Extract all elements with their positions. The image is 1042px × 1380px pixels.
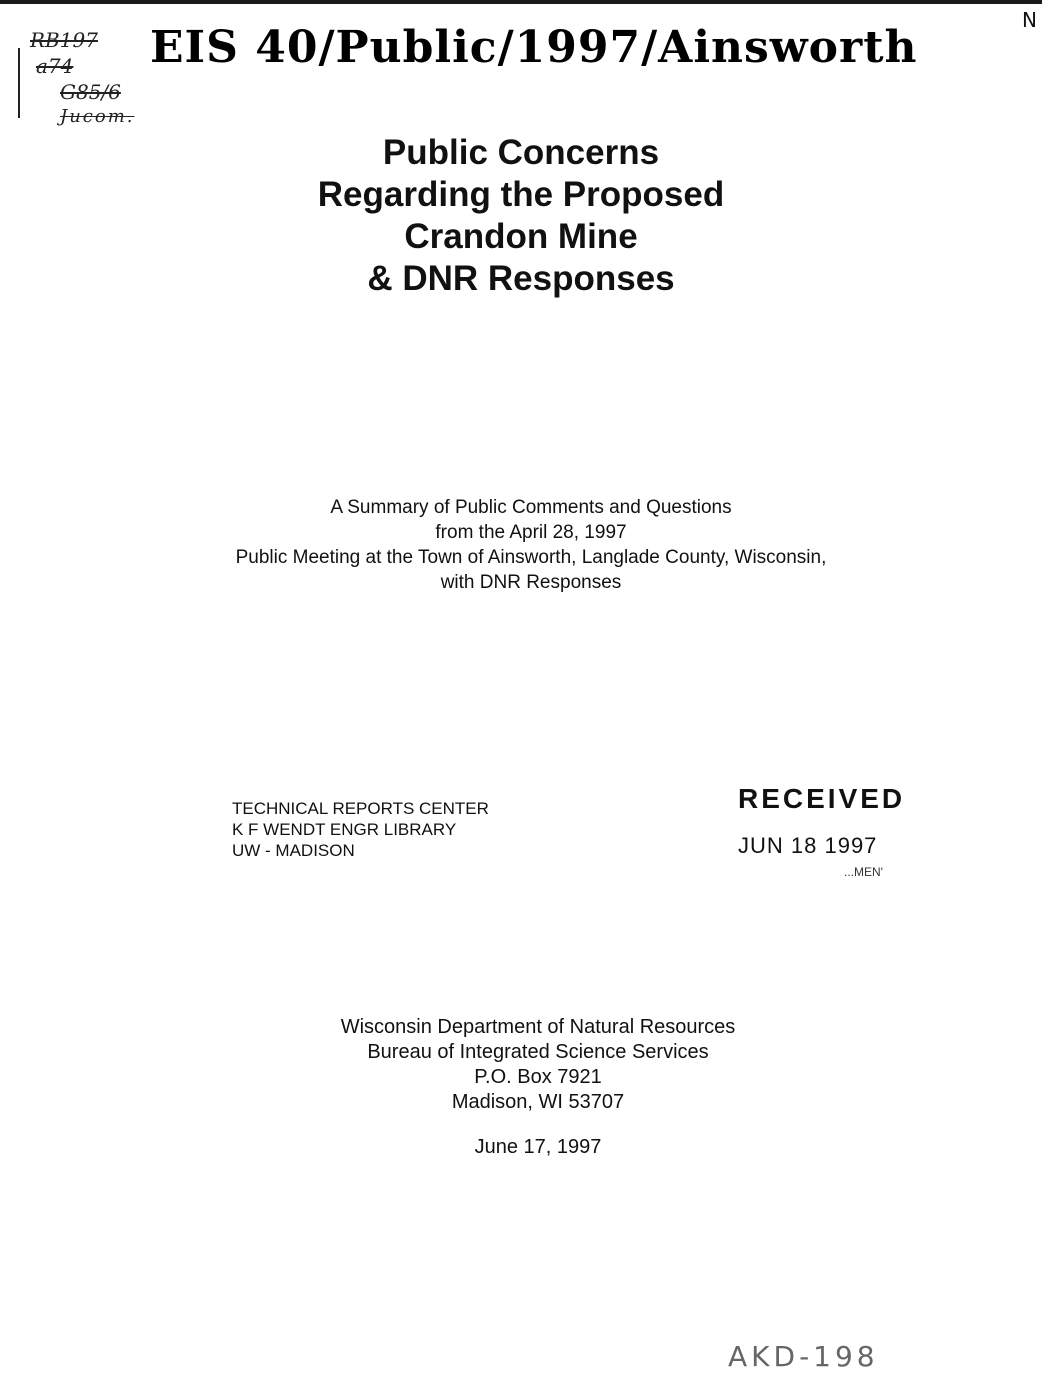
summary-line: with DNR Responses (440, 572, 622, 593)
library-stamp-line: UW - MADISON (232, 841, 355, 860)
margin-mark (18, 48, 20, 118)
title-line: Regarding the Proposed (317, 175, 725, 214)
struck-code: Jucom. (60, 106, 135, 127)
summary-block (0, 495, 1042, 595)
received-stamp-footer: ...MEN' (844, 865, 883, 879)
title-line: & DNR Responses (367, 259, 675, 298)
publication-date: June 17, 1997 (474, 1136, 602, 1158)
struck-code: a74 (36, 54, 74, 78)
handwritten-call-number: EIS 40/Public/1997/Ainsworth (150, 22, 918, 73)
city-state-zip: Madison, WI 53707 (451, 1091, 625, 1113)
summary-line: from the April 28, 1997 (435, 522, 627, 543)
corner-handwritten-mark: N (1022, 8, 1037, 32)
received-label: RECEIVED (738, 783, 906, 814)
bureau-name: Bureau of Integrated Science Services (367, 1041, 709, 1063)
library-stamp-line: TECHNICAL REPORTS CENTER (232, 799, 489, 818)
bottom-handwritten-mark: AKD-198 (728, 1340, 879, 1373)
library-stamp-line: K F WENDT ENGR LIBRARY (232, 820, 457, 839)
received-stamp (738, 783, 905, 879)
struck-code: G85/6 (60, 80, 121, 104)
po-box: P.O. Box 7921 (474, 1066, 602, 1088)
document-title (0, 132, 1042, 300)
summary-line: Public Meeting at the Town of Ainsworth, Langlade County, Wisconsin, (235, 547, 827, 568)
struck-code: RB197 (30, 28, 98, 52)
title-line: Crandon Mine (404, 217, 638, 256)
top-border-line (0, 0, 1042, 4)
received-date: JUN 18 1997 (738, 833, 878, 858)
agency-name: Wisconsin Department of Natural Resources (340, 1016, 736, 1038)
title-line: Public Concerns (382, 133, 660, 172)
library-stamp (232, 798, 489, 861)
struck-codes (30, 28, 170, 132)
agency-block (0, 1015, 1042, 1160)
summary-line: A Summary of Public Comments and Questions (330, 497, 732, 518)
